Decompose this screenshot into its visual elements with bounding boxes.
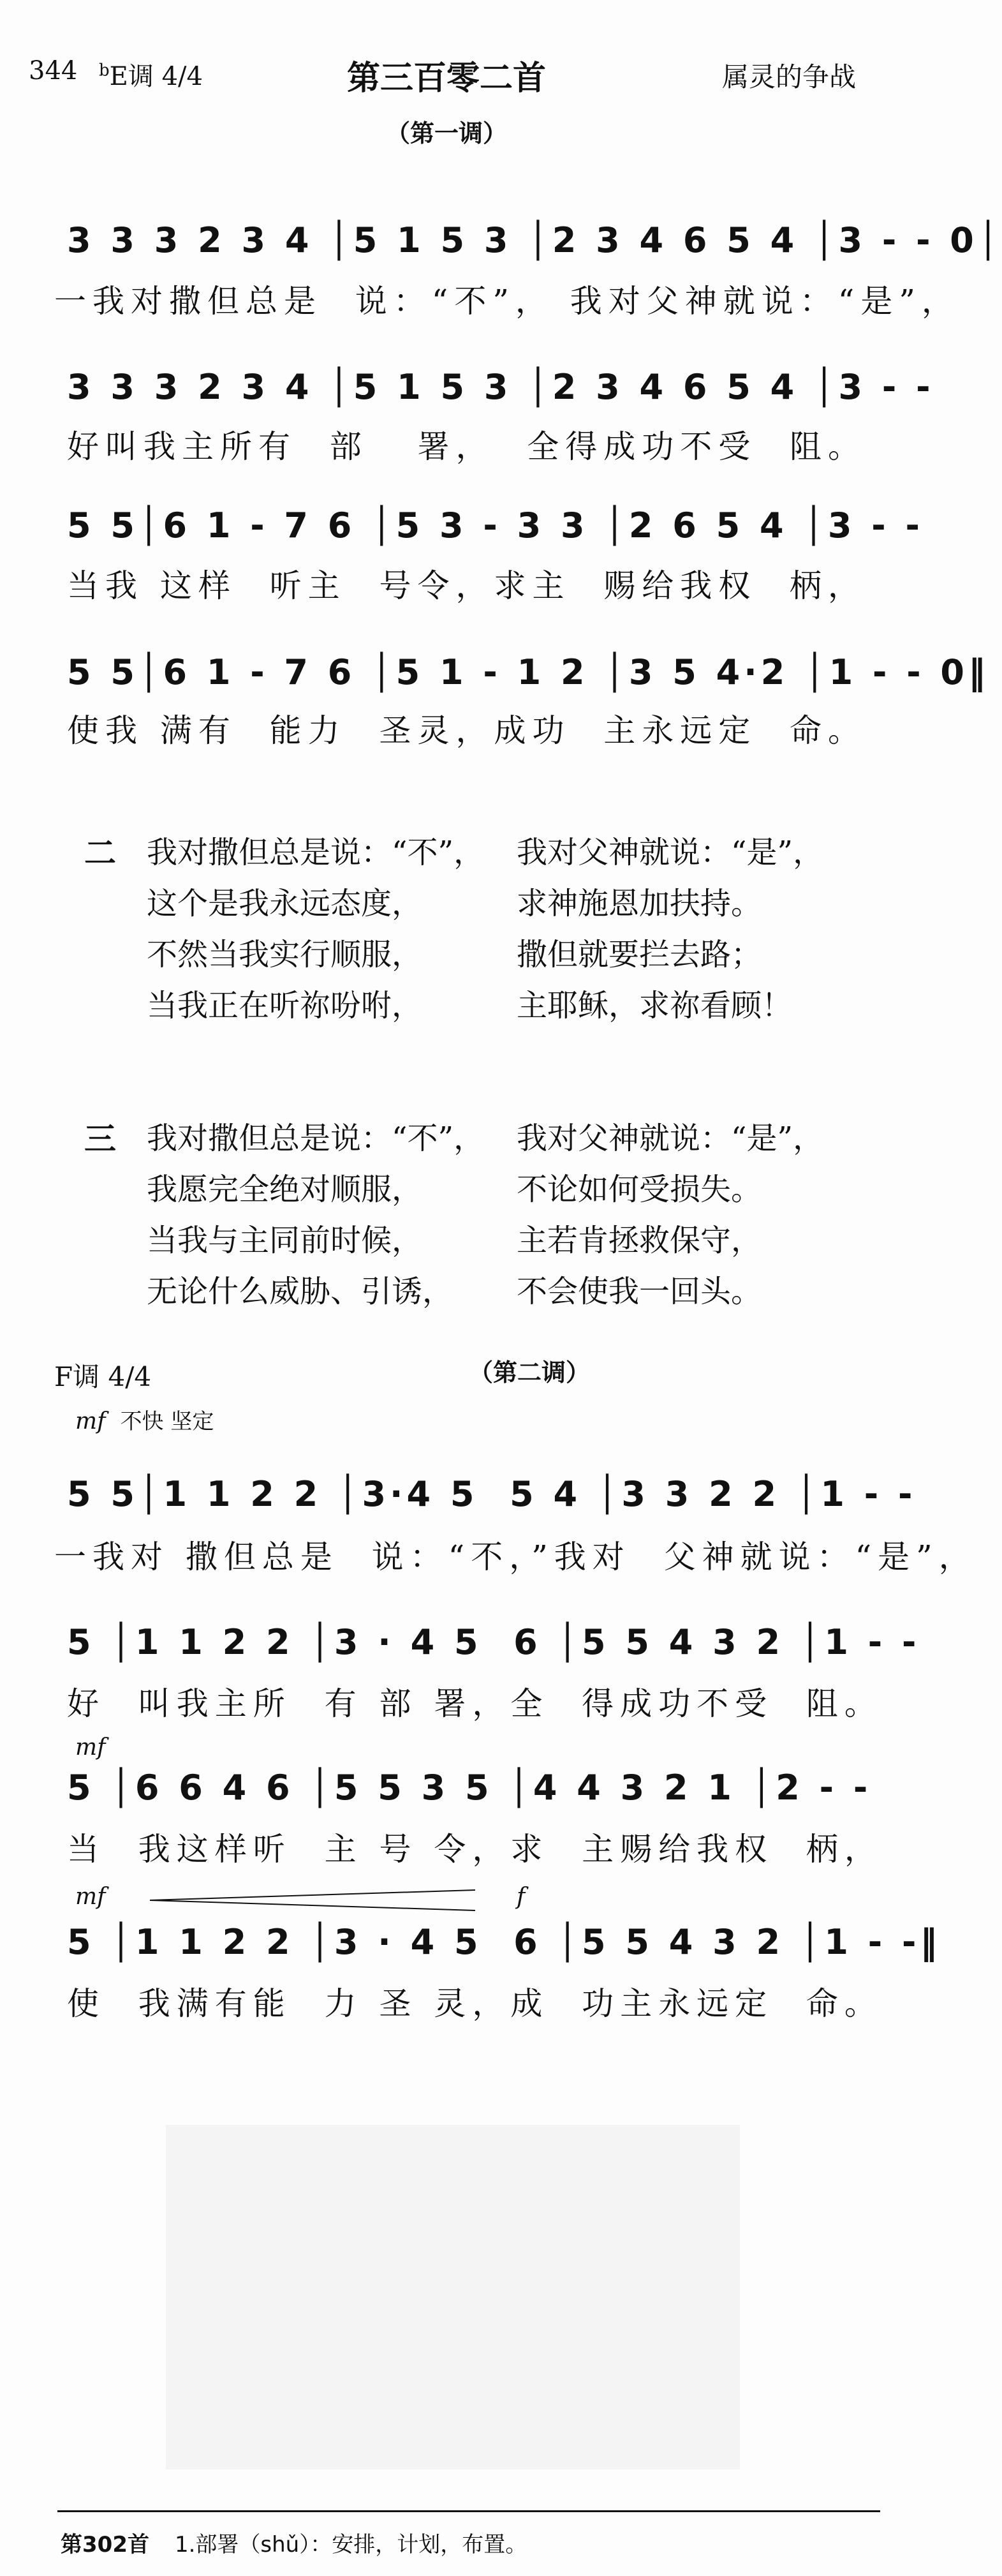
- tune1-notes-row-4: 5 5│6 1 - 7 6 │5 1 - 1 2 │3 5 4·2 │1 - - 0‖: [67, 652, 989, 692]
- stanza2-line2-left: 这个是我永远态度，: [147, 886, 423, 921]
- stanza3-line3-left: 当我与主同前时候，: [147, 1223, 423, 1258]
- key-signature-1-text: E调 4/4: [109, 62, 203, 91]
- tune1-lyric-row-4: 使我 满有 能力 圣灵，成功 主永远定 命。: [67, 712, 867, 749]
- footnote: [61, 2527, 527, 2558]
- dynamic-mf: mf: [75, 1408, 106, 1434]
- tune2-notes-row-1: 5 5│1 1 2 2 │3·4 5 5 4 │3 3 2 2 │1 - -: [67, 1474, 917, 1514]
- tune1-lyric-row-1: 一我对撒但总是 说：“不”， 我对父神就说：“是”，: [54, 283, 960, 320]
- stanza2-line1-right: 我对父神就说：“是”，: [517, 835, 824, 870]
- hymn-title: 第三百零二首: [346, 59, 546, 98]
- flat-sign: b: [99, 61, 110, 80]
- bleed-through-area: [166, 2125, 740, 2469]
- stanza2-line3-right: 撒但就要拦去路；: [517, 937, 762, 972]
- tempo-marking: [75, 1404, 214, 1435]
- footnote-hymn-ref: 第302首: [61, 2532, 149, 2557]
- tune2-lyric-row-4: 使 我满有能 力 圣 灵，成 功主永远定 命。: [67, 1985, 883, 2022]
- tune1-lyric-row-2: 好叫我主所有 部 署， 全得成功不受 阻。: [67, 428, 867, 465]
- tune2-lyric-row-2: 好 叫我主所 有 部 署，全 得成功不受 阻。: [67, 1685, 883, 1722]
- stanza2-line2-right: 求神施恩加扶持。: [517, 886, 762, 921]
- tune2-label: （第二调）: [468, 1358, 590, 1387]
- stanza3-line4-right: 不会使我一回头。: [517, 1274, 762, 1309]
- stanza3-line1-right: 我对父神就说：“是”，: [517, 1120, 824, 1156]
- stanza3-line2-right: 不论如何受损失。: [517, 1172, 762, 1207]
- tune1-notes-row-1: 3 3 3 2 3 4 │5 1 5 3 │2 3 4 6 5 4 │3 - - 0│: [67, 220, 1002, 260]
- stanza2-line4-left: 当我正在听祢吩咐，: [147, 988, 423, 1024]
- footnote-text: 1.部署（shǔ）：安排，计划，布置。: [174, 2532, 527, 2557]
- stanza3-line4-left: 无论什么威胁、引诱，: [147, 1274, 453, 1309]
- stanza3-line2-left: 我愿完全绝对顺服，: [147, 1172, 423, 1207]
- stanza3-line1-left: 我对撒但总是说：“不”，: [147, 1120, 485, 1156]
- tune2-lyric-row-3: 当 我这样听 主 号 令，求 主赐给我权 柄，: [67, 1831, 883, 1868]
- tune2-notes-row-4: 5 │1 1 2 2 │3 · 4 5 6 │5 5 4 3 2 │1 - -‖: [67, 1922, 941, 1962]
- stanza3-line3-right: 主若肯拯救保守，: [517, 1223, 762, 1258]
- hymn-category: 属灵的争战: [721, 61, 856, 93]
- tune2-lyric-row-1: 一我对 撒但总是 说：“不，”我对 父神就说：“是”，: [54, 1538, 977, 1575]
- tune1-lyric-row-3: 当我 这样 听主 号令，求主 赐给我权 柄，: [67, 567, 867, 604]
- tune1-notes-row-2: 3 3 3 2 3 4 │5 1 5 3 │2 3 4 6 5 4 │3 - -: [67, 367, 934, 407]
- stanza2-line4-right: 主耶稣，求祢看顾！: [517, 988, 793, 1024]
- dynamic-mf-row3: mf: [75, 1734, 106, 1761]
- tune2-notes-row-2: 5 │1 1 2 2 │3 · 4 5 6 │5 5 4 3 2 │1 - -: [67, 1622, 920, 1662]
- crescendo-hairpin: [150, 1887, 482, 1913]
- dynamic-mf-row4: mf: [75, 1884, 106, 1910]
- stanza-number-2: 二: [84, 834, 116, 872]
- tune2-notes-row-3: 5 │6 6 4 6 │5 5 3 5 │4 4 3 2 1 │2 - -: [67, 1768, 872, 1808]
- key-signature-2: F调 4/4: [54, 1361, 152, 1392]
- footer-divider: [57, 2510, 880, 2512]
- stanza-number-3: 三: [84, 1120, 116, 1158]
- stanza2-line3-left: 不然当我实行顺服，: [147, 937, 423, 972]
- tempo-text: 不快 坚定: [120, 1409, 214, 1434]
- dynamic-f: f: [517, 1884, 526, 1910]
- page-number: 344: [29, 56, 78, 86]
- stanza2-line1-left: 我对撒但总是说：“不”，: [147, 835, 485, 870]
- tune1-notes-row-3: 5 5│6 1 - 7 6 │5 3 - 3 3 │2 6 5 4 │3 - -: [67, 505, 924, 546]
- tune1-label: （第一调）: [385, 119, 507, 147]
